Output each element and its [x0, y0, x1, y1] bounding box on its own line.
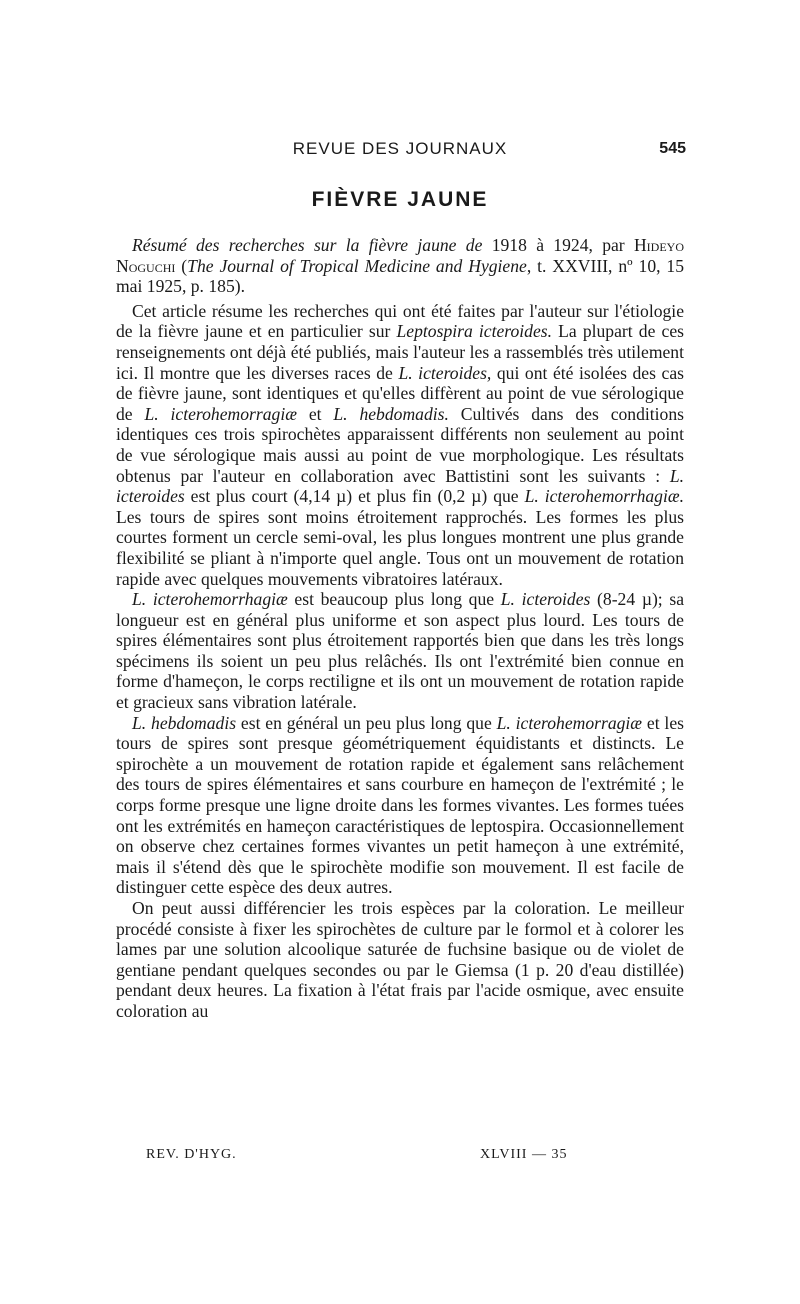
reference-journal: The Journal of Tropical Medicine and Hygiene — [187, 255, 527, 276]
section-title: FIÈVRE JAUNE — [311, 188, 489, 211]
species-name: L. icterohemorrhagiæ. — [524, 486, 684, 507]
text-run: est en général un peu plus long que — [236, 712, 497, 733]
reference-title: Résumé des recherches sur la fièvre jaune de — [132, 235, 492, 255]
paragraph-4: On peut aussi différencier les trois espèces par la coloration. Le meilleur procédé consiste à fixer les spirochètes de culture par le formol et à colorer les lames par une solution alcoolique saturée de fuchsine basique ou de violet de gentiane pendant quelques secondes ou par le Giemsa (1 p. 20 d'eau distillée) pendant deux heures. La fixation à l'état frais par l'acide osmique, avec ensuite coloration au — [116, 898, 684, 1021]
species-name: Leptospira icteroides. — [396, 321, 553, 342]
species-name: L. icteroides, — [398, 362, 492, 383]
reference-open-paren: ( — [175, 255, 188, 276]
species-name: L. icterohemorragiæ — [496, 712, 643, 733]
reference-details: , t. XXVIII, nº 10, 15 mai 1925, p. 185). — [116, 255, 685, 297]
footer-volume-signature: XLVIII — 35 — [480, 1147, 568, 1162]
species-name: L. hebdomadis — [132, 712, 237, 733]
journal-page — [116, 0, 684, 1304]
article-body — [116, 235, 684, 1022]
species-name: L. icterohemorragiæ — [144, 403, 297, 424]
page-number: 545 — [659, 140, 686, 157]
species-name: L. icterohemorrhagiæ — [132, 589, 288, 610]
species-name: L. icteroides — [500, 589, 591, 610]
reference-years: 1918 à 1924 — [491, 235, 589, 255]
species-name: L. icteroides — [116, 465, 684, 507]
text-run: est beaucoup plus long que — [287, 589, 501, 610]
text-run: (8-24 µ); sa longueur est en général plus uniforme et son aspect plus lourd. Les tours de spires élémentaires sont plus étroitement rapportés bien que dans les très longs spécimens ils soient un peu plus relâchés. Ils ont l'extrémité bien connue en forme d'hameçon, le corps rectiligne et ils ont un mouvement de rotation rapide et gracieux sans vibration latérale. — [116, 589, 685, 713]
text-run: et — [296, 403, 334, 424]
paragraph-3 — [116, 713, 684, 898]
paragraph-1 — [116, 301, 684, 589]
running-title: REVUE DES JOURNAUX — [292, 139, 508, 158]
text-run: La plupart de ces renseignements ont déjà été publiés, mais l'auteur les a rassemblés très utilement ici. Il montre que les diverses races de — [116, 321, 684, 383]
paragraph-2 — [116, 589, 684, 713]
page-footer — [146, 1147, 646, 1167]
text-run: Cultivés dans des conditions identiques ces trois spirochètes apparaissent différents non seulement au point de vue sérologique mais aussi au point de vue morphologique. Les résultats obtenus par l'auteur en collaboration avec Battistini sont les suivants : — [116, 403, 684, 486]
footer-journal-abbrev: REV. D'HYG. — [146, 1147, 237, 1162]
text-run: et les tours de spires sont presque géométriquement équidistants et distincts. Le spirochète a un mouvement de rotation rapide et également sans relâchement des tours de spires élémentaires et sans courbure en hameçon de l'extrémité ; le corps forme presque une ligne droite dans les formes vivantes. Les formes tuées ont les extrémités en hameçon caractéristiques de leptospira. Occasionnellement on observe chez certaines formes vivantes un petit hameçon à une extrémité, mais il s'étend dès que le spirochète modifie son mouvement. Il est facile de distinguer cette espèce des deux autres. — [116, 712, 684, 898]
reference-by: , par — [588, 235, 634, 255]
bibliographic-reference — [116, 235, 684, 297]
reference-author: Hideyo Noguchi — [116, 235, 684, 276]
running-head — [116, 139, 684, 163]
species-name: L. hebdomadis. — [333, 403, 449, 424]
text-run: Les tours de spires sont moins étroitement rapprochés. Les formes les plus courtes forment un cercle semi-oval, les plus longues montrent une plus grande flexibilité se pliant à n'importe quel angle. Tous ont un mouvement de rotation rapide avec quelques mouvements vibratoires latéraux. — [116, 506, 684, 589]
text-run: est plus court (4,14 µ) et plus fin (0,2 µ) que — [184, 486, 525, 507]
text-run: qui ont été isolées des cas de fièvre jaune, sont identiques et qu'elles diffèrent au point de vue sérologique de — [116, 362, 684, 424]
text-run: Cet article résume les recherches qui ont été faites par l'auteur sur l'étiologie de la fièvre jaune et en particulier sur — [116, 300, 684, 342]
